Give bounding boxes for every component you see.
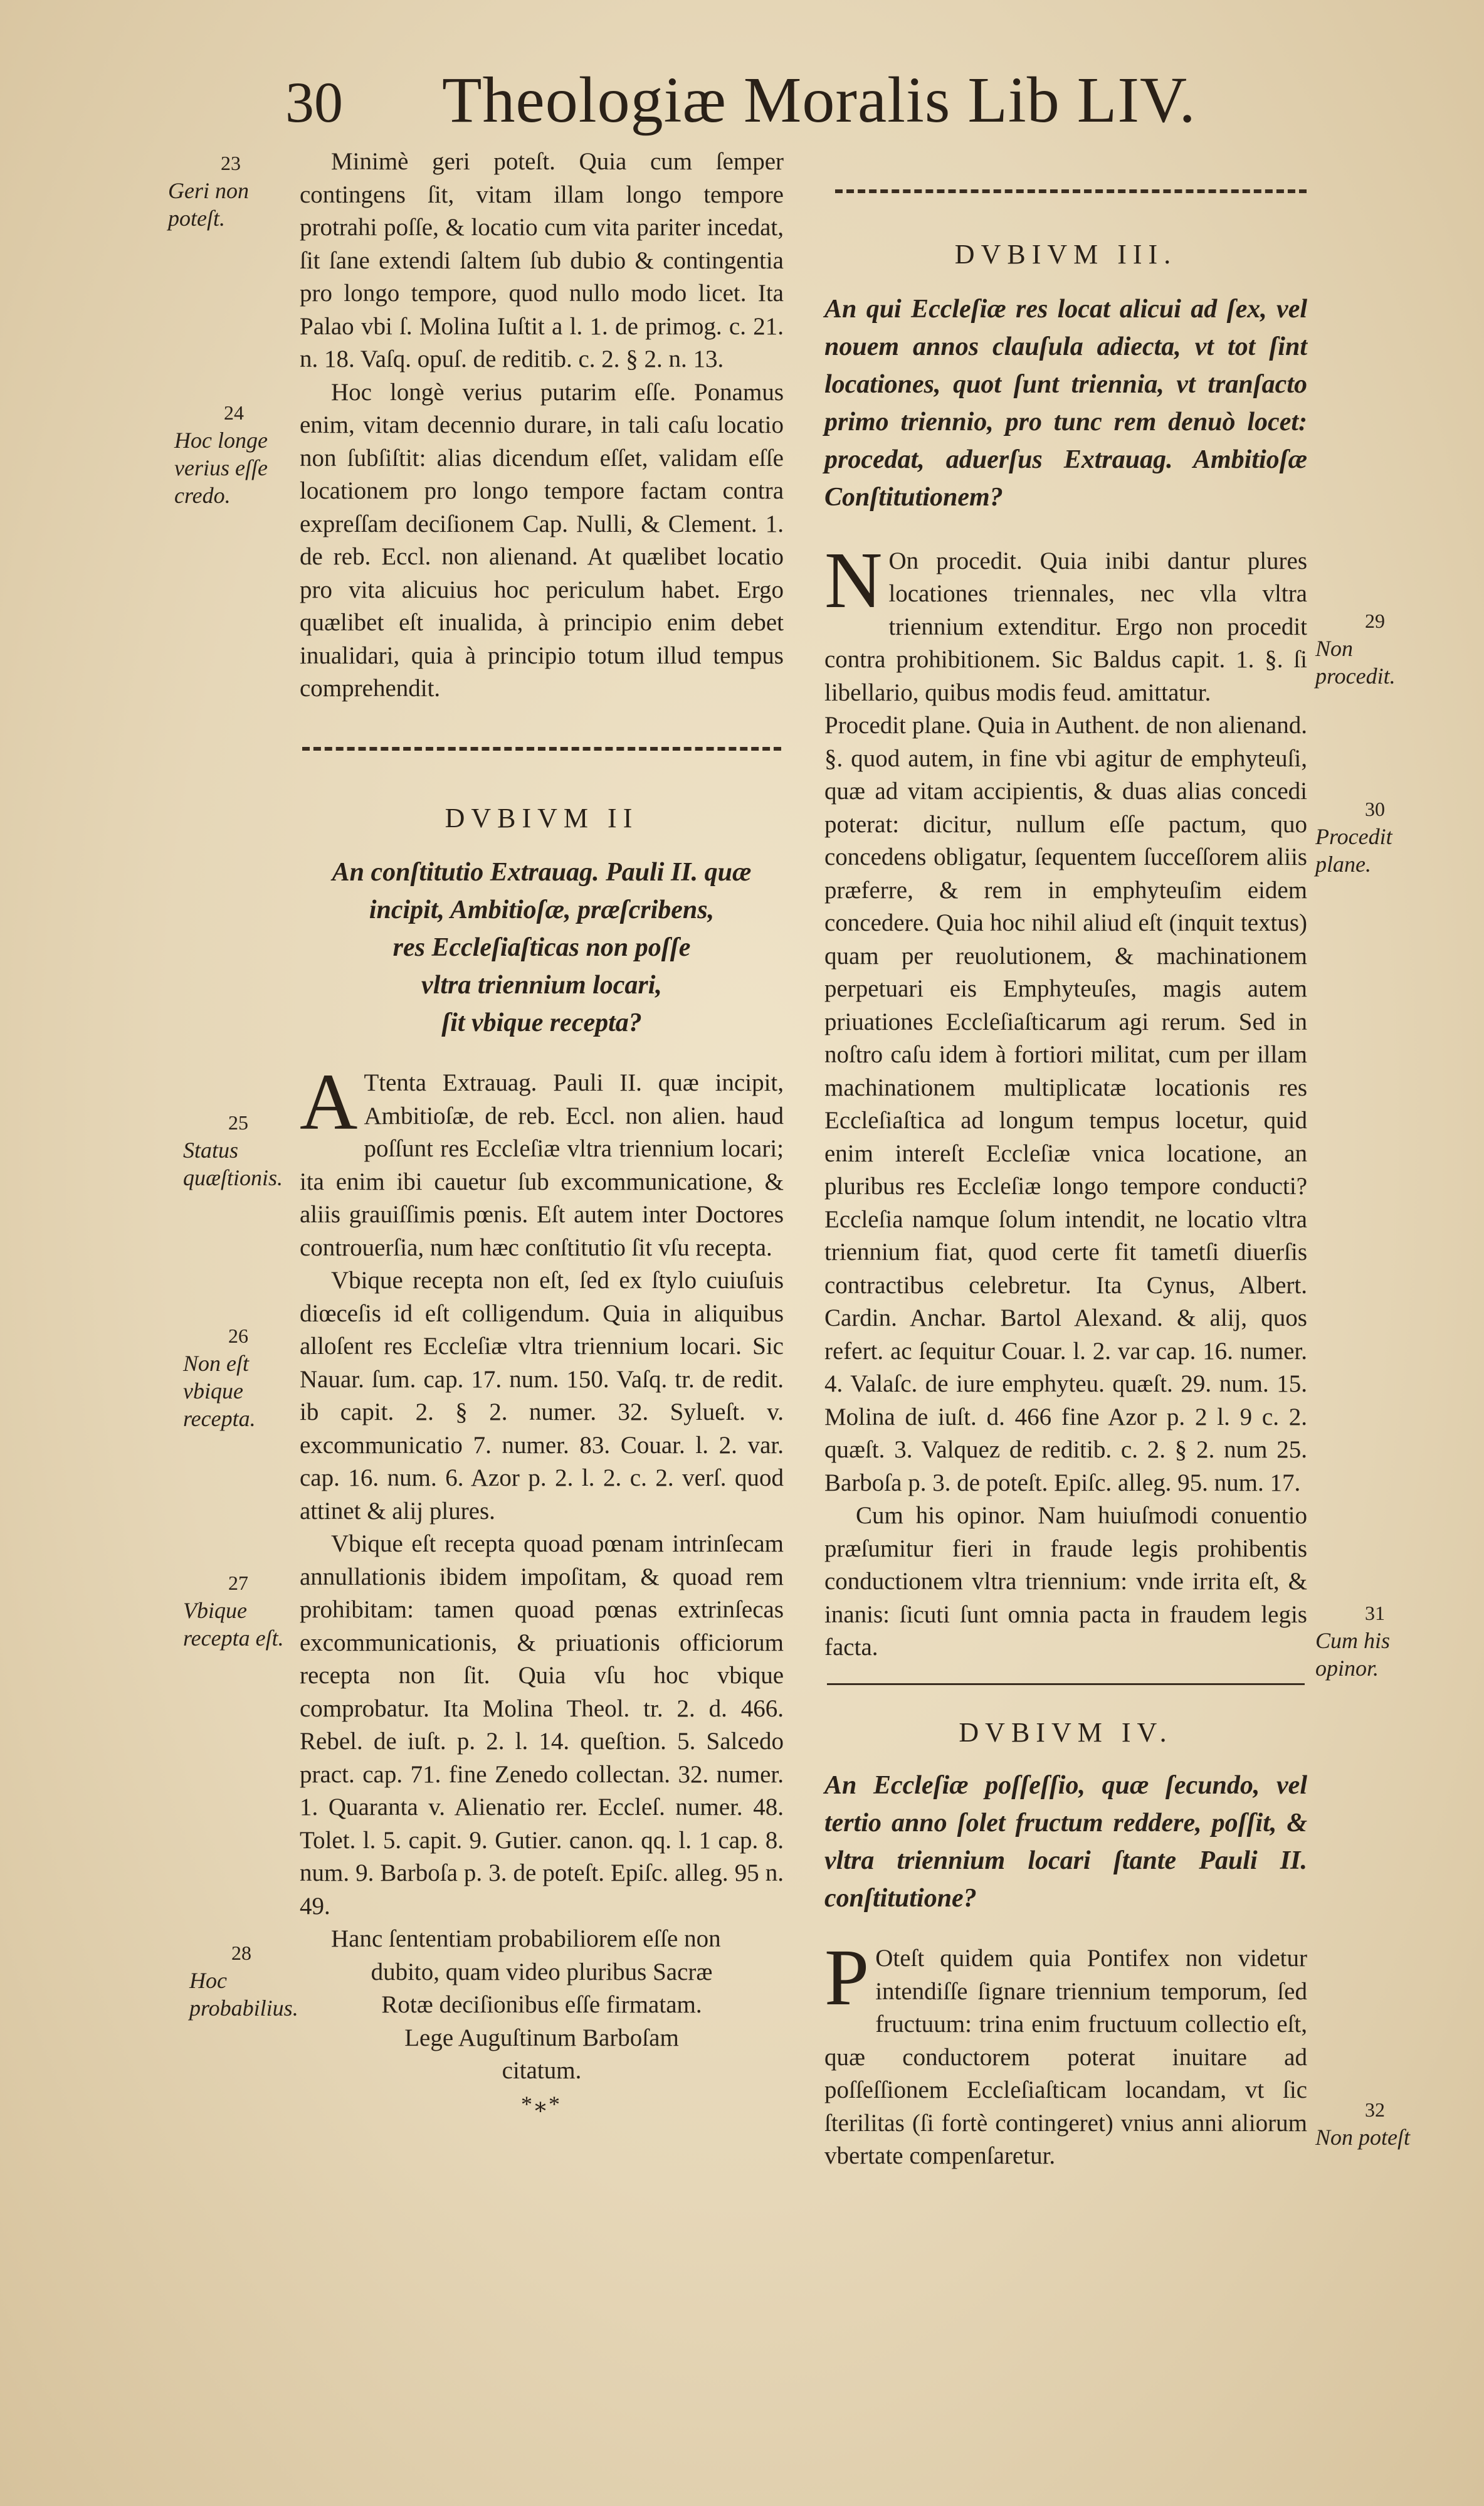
right-column [824,238,1307,2173]
dubium-4-question: An Eccleſiæ poſſeſſio, quæ ſecundo, vel tertio anno ſolet fructum reddere, poſſit, & vltra triennium locari ſtante Pauli II. conſtitutione? [824,1771,1307,1913]
paragraph-31: Cum his opinor. Nam huiuſmodi conuentio præſumitur fieri in fraude legis prohibentis conductionem vltra triennium: vnde irrita eſt, & inanis: ſicuti ſunt omnia pacta in fraudem legis facta. [824,1502,1307,1661]
margin-note-29: 29 Non procedit. [1315,610,1396,689]
paragraph-24: Hoc longè verius putarim eſſe. Ponamus enim, vitam decennio durare, in tali caſu locatio non ſubſiſtit: alias dicendum eſſet, validam eſſe locationem pro longo tempore factam contra expreſſam deciſionem Cap. Nulli, & Clement. 1. de reb. Eccl. non alienand. At quælibet locatio pro vita alicuius hoc periculum habet. Ergo quælibet eſt inualida, à principio enim debet inualidari, quia à principio totum illud tempus comprehendit. [300,378,784,702]
paragraph-30: Procedit plane. Quia in Authent. de non alienand. §. quod autem, in fine vbi agitur de emphyteuſi, quæ ad vitam accipientis, & duas alias concedi poterat: dicitur, nullum eſſe pactum, quo concedens obligatur, ſequentem ſucceſſorem aliis præferre, & rem in emphyteuſim eidem concedere. Quia hoc nihil aliud eſt (inquit textus) quam per reuolutionem, & machinationem perpetuari eis Emphyteuſes, magis autem priuationes Eccleſiaſticarum agi rerum. Sed in noſtro caſu idem à fortiori militat, cum per illam machinationem multiplicatæ locationis res Eccleſiaſtica ad longum tempus locetur, quid enim intereſt Eccleſiæ vnica locatione, an pluribus res Eccleſiæ longo tempore conducti? Eccleſia namque ſolum intendit, ne locatio vltra triennium fiat, quod certe fit tametſi diuerſis contractibus celebretur. Ita Cynus, Albert. Cardin. Anchar. Bartol Alexand. & alij, quos refert. ac ſequitur Couar. l. 2. var cap. 16. numer. 4. Valaſc. de iure emphyteu. quæſt. 29. num. 15. Molina de iuſt. d. 466 fine Azor p. 2 l. 9 c. 2. quæſt. 3. Valquez de reditib. c. 2. § 2. num 25. Barboſa p. 3. de poteſt. Epiſc. alleg. 95. num. 17. [824,712,1307,1496]
paragraph-27: Vbique eſt recepta quoad pœnam intrinſecam annullationis ibidem impoſitam, & quoad rem prohibitam: tamen quoad pœnas extrinſecas excommunicationis, & priuationis officiorum recepta non ſit. Quia vſu hoc vbique comprobatur. Ita Molina Theol. tr. 2. d. 466. Rebel. de iuſt. p. 2. l. 14. queſtion. 5. Salcedo pract. cap. 71. fine Zenedo collectan. 32. numer. 1. Quaranta v. Alienatio rer. Eccleſ. numer. 48. Tolet. l. 5. capit. 9. Gutier. canon. qq. l. 1 cap. 8. num. 9. Barboſa p. 3. de poteſt. Epiſc. alleg. 95 n. 49. [300,1530,784,1920]
dubium-2-question-line-4: vltra triennium locari, [421,971,662,1000]
dubium-3-question: An qui Eccleſiæ res locat alicui ad ſex, vel nouem annos clauſula adiecta, vt tot ſint locationes, quot ſunt triennia, vt tranſacto primo triennio, pro tunc rem denuò locet: procedat, aduerſus Extrauag. Ambitioſæ Conſtitutionem? [824,294,1307,512]
running-title: Theologiæ Moralis Lib LIV. [442,64,1196,136]
margin-note-26: 26 Non eſt vbique recepta. [183,1324,256,1431]
drop-cap-N: N [824,535,883,625]
paragraph-28-line-2: dubito, quam video pluribus Sacræ [371,1958,713,1985]
margin-note-25: 25 Status quæſtionis. [183,1111,283,1190]
page-number: 30 [285,70,343,134]
margin-note-31: 31 Cum his opinor. [1315,1602,1391,1681]
dubium-3-heading: DVBIVM III. [954,239,1177,270]
paragraph-28-line-1: Hanc ſententiam probabiliorem eſſe non [331,1925,721,1952]
margin-note-23: 23 Geri non poteſt. [168,152,249,231]
margin-note-27: 27 Vbique recepta eſt. [183,1572,284,1651]
paragraph-32-text: Oteſt quidem quia Pontifex non videtur intendiſſe ſignare triennium temporum, ſed fructuum: trina enim fructuum collectio eſt, quæ conductorem poterat inuitare ad poſſeſſionem Eccleſiaſticam locandam, vt ſic ſterilitas (ſi fortè contingeret) vnius anni aliorum vbertate compenſaretur. [824,1945,1307,2169]
paragraph-32 [824,1933,1307,2173]
asterism: *⁎* [521,2091,562,2117]
left-column [300,145,784,2120]
dubium-2-question-line-3: res Eccleſiaſticas non poſſe [392,933,691,962]
margin-note-28: 28 Hoc probabilius. [189,1942,298,2021]
margin-note-32: 32 Non poteſt [1315,2098,1410,2150]
drop-cap-P: P [824,1933,870,2022]
page-header [285,63,1301,151]
dubium-2-question-line-1: An conſtitutio Extrauag. Pauli II. quæ [332,858,752,887]
margin-note-24: 24 Hoc longe verius eſſe credo. [174,401,268,508]
top-rule-right [833,189,1309,193]
dubium-2-question-line-5: ſit vbique recepta? [441,1008,642,1037]
paragraph-29 [824,535,1307,710]
paragraph-26: Vbique recepta non eſt, ſed ex ſtylo cuiuſuis diœceſis id eſt colligendum. Quia in aliquibus alloſent res Eccleſiæ vltra triennium locari. Sic Nauar. ſum. cap. 17. num. 150. Vaſq. tr. de redit. ib capit. 2. § 2. numer. 32. Sylueſt. v. excommunicatio 7. numer. 83. Couar. l. 2. var. cap. 16. num. 6. Azor p. 2. l. 2. c. 2. verſ. quod attinet & alij plures. [300,1267,784,1525]
paragraph-25-text: Ttenta Extrauag. Pauli II. quæ incipit, Ambitioſæ, de reb. Eccl. non alien. haud poſſunt res Eccleſiæ vltra triennium locari; ita enim ibi cauetur ſub excommunicatione, & aliis grauiſſimis pœnis. Eſt autem inter Doctores controuerſia, num hæc conſtitutio ſit vſu recepta. [300,1069,784,1261]
paragraph-23: Minimè geri poteſt. Quia cum ſemper contingens ſit, vitam illam longo tempore protrahi poſſe, & locatio cum vita pariter incedat, ſit ſane extendi ſaltem ſub dubio & contingentia pro longo tempore, quod nullo modo licet. Ita Palao vbi ſ. Molina Iuſtit a l. 1. de primog. c. 21. n. 18. Vaſq. opuſ. de reditib. c. 2. § 2. n. 13. [300,148,784,373]
dubium-2-heading: DVBIVM II [445,802,639,833]
paragraph-28-line-3: Rotæ deciſionibus eſſe firmatam. [381,1991,702,2018]
paragraph-29-text: On procedit. Quia inibi dantur plures locationes triennales, nec vlla vltra triennium extenditur. Ergo non procedit contra prohibitionem. Sic Baldus capit. 1. §. ſi libellario, quibus modis feud. amittatur. [824,547,1307,706]
paragraph-28-line-5: citatum. [502,2057,582,2084]
dubium-4-heading: DVBIVM IV. [959,1716,1173,1748]
drop-cap-A: A [300,1057,358,1146]
dubium-2-question-line-2: incipit, Ambitioſæ, præſcribens, [369,896,715,924]
margin-note-30: 30 Procedit plane. [1315,798,1392,877]
paragraph-25 [300,1057,784,1264]
paragraph-28-line-4: Lege Auguſtinum Barboſam [404,2024,679,2051]
